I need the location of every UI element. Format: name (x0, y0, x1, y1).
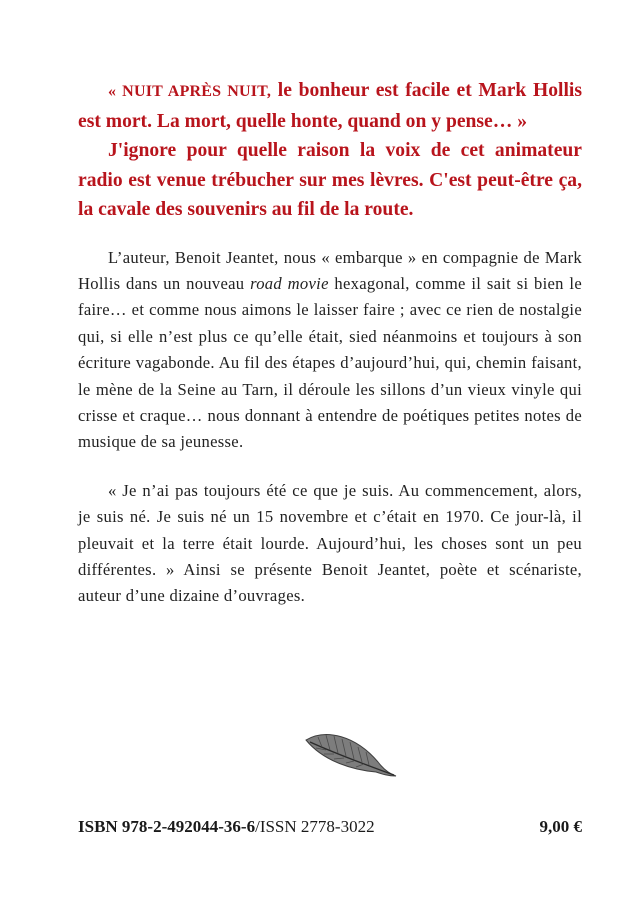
blurb (78, 245, 582, 610)
teaser-paragraph-2: J'ignore pour quelle raison la voix de cet animateur radio est venue trébucher sur mes lèvres. C'est peut-être ça, la cavale des souvenirs au fil de la route. (78, 140, 582, 220)
footer (78, 817, 582, 837)
isbn: ISBN 978-2-492044-36-6 (78, 817, 256, 836)
back-cover (78, 76, 582, 610)
teaser-excerpt (78, 76, 582, 225)
teaser-opening-rest: le bonheur est facile et Mark Hollis est mort. La mort, quelle honte, quand on y pense… » (78, 80, 582, 132)
teaser-opening-caps: « NUIT APRÈS NUIT, (108, 83, 272, 100)
issn: /ISSN 2778-3022 (255, 817, 375, 836)
price: 9,00 € (539, 817, 582, 836)
blurb-intro-end: hexagonal, comme il sait si bien le faire… et comme nous aimons le laisser faire ; avec ce rien de nostalgie qui, si elle n’est plus ce qu’elle était, sied néanmoins et toujours à son écriture vagabonde. Au fil des étapes d’aujourd’hui, qui, chemin faisant, le mène de la Seine au Tarn, il déroule les sillons d’un vieux vinyle qui crisse et craque… nous donnant à entendre de poétiques petites notes de musique de sa jeunesse. (78, 273, 582, 452)
blurb-intro-italic: road movie (250, 273, 329, 293)
blurb-intro-start: L’auteur, Benoit Jeantet, nous « embarque » en compagnie de Mark Hollis dans un nouveau (78, 247, 582, 293)
teaser-paragraph-1 (78, 76, 582, 136)
author-quote-paragraph: « Je n’ai pas toujours été ce que je suis. Au commencement, alors, je suis né. Je suis né un 15 novembre et c’était en 1970. Ce jour-là, il pleuvait et la terre était lourde. Aujourd’hui, les choses sont un peu différentes. » Ainsi se présente Benoit Jeantet, poète et scénariste, auteur d’une dizaine d’ouvrages. (78, 480, 582, 606)
blurb-intro-paragraph (78, 245, 582, 456)
feather-icon (302, 728, 398, 782)
identifiers (78, 817, 375, 837)
